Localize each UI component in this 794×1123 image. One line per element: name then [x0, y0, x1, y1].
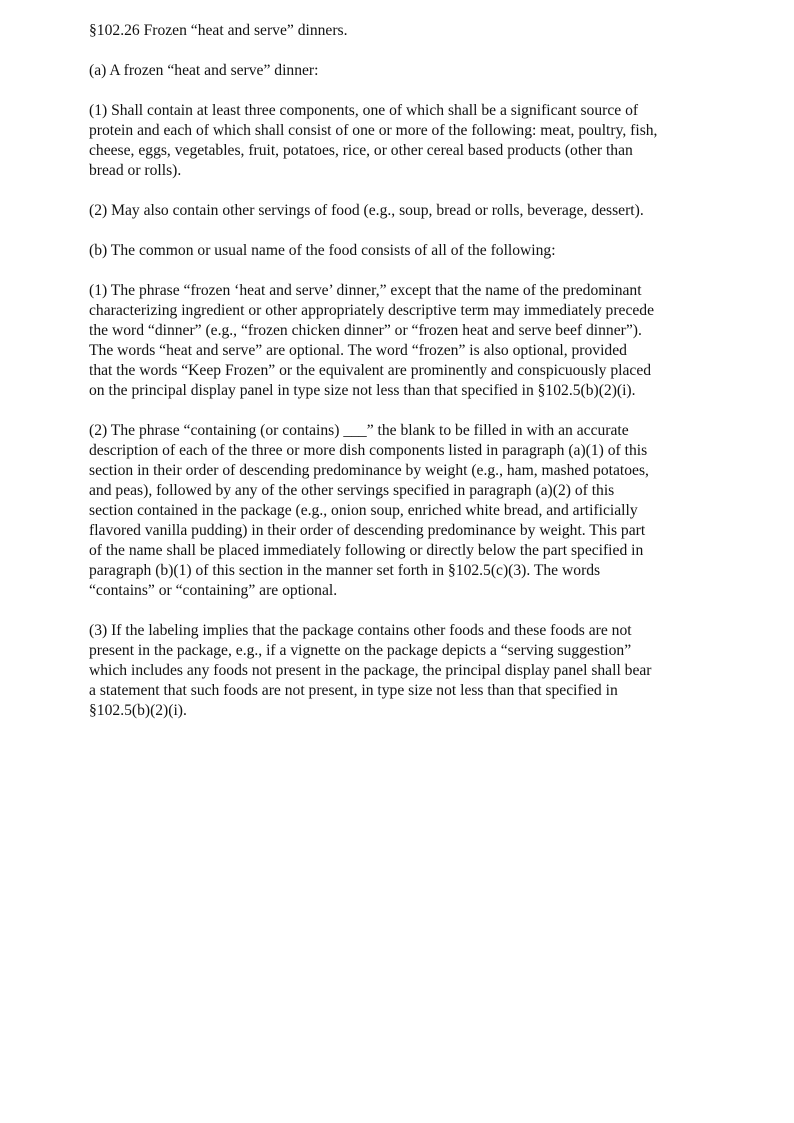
paragraph-a-2: (2) May also contain other servings of food (e.g., soup, bread or rolls, beverage, dessert).: [89, 202, 644, 219]
paragraph-b-1: (1) The phrase “frozen ‘heat and serve’ dinner,” except that the name of the predominant characterizing ingredient or other appropriately descriptive term may immediately precede the word “dinner” (e.g., “frozen chicken dinner” or “frozen heat and serve beef dinner”). The words “heat and serve” are optional. The word “frozen” is also optional, provided that the words “Keep Frozen” or the equivalent are prominently and conspicuously placed on the principal display panel in type size not less than that specified in §102.5(b)(2)(i).: [89, 282, 655, 399]
section-heading: §102.26 Frozen “heat and serve” dinners.: [89, 22, 348, 39]
paragraph-a: (a) A frozen “heat and serve” dinner:: [89, 62, 319, 79]
paragraph-b: (b) The common or usual name of the food consists of all of the following:: [89, 242, 556, 259]
paragraph-b-2: (2) The phrase “containing (or contains) ___” the blank to be filled in with an accurate description of each of the three or more dish components listed in paragraph (a)(1) of this section in their order of descending predominance by weight (e.g., ham, mashed potatoes, and peas), followed by any of the other servings specified in paragraph (a)(2) of this section contained in the package (e.g., onion soup, enriched white bread, and artificially flavored vanilla pudding) in their order of descending predominance by weight. This part of the name shall be placed immediately following or directly below the part specified in paragraph (b)(1) of this section in the manner set forth in §102.5(c)(3). The words “contains” or “containing” are optional.: [89, 422, 649, 599]
paragraph-a-1: (1) Shall contain at least three components, one of which shall be a significant source of protein and each of which shall consist of one or more of the following: meat, poultry, fish, cheese, eggs, vegetables, fruit, potatoes, rice, or other cereal based products (other than bread or rolls).: [89, 102, 658, 179]
paragraph-b-3: (3) If the labeling implies that the package contains other foods and these foods are not present in the package, e.g., if a vignette on the package depicts a “serving suggestion” which includes any foods not present in the package, the principal display panel shall bear a statement that such foods are not present, in type size not less than that specified in §102.5(b)(2)(i).: [89, 622, 652, 719]
document-page: [89, 21, 714, 741]
